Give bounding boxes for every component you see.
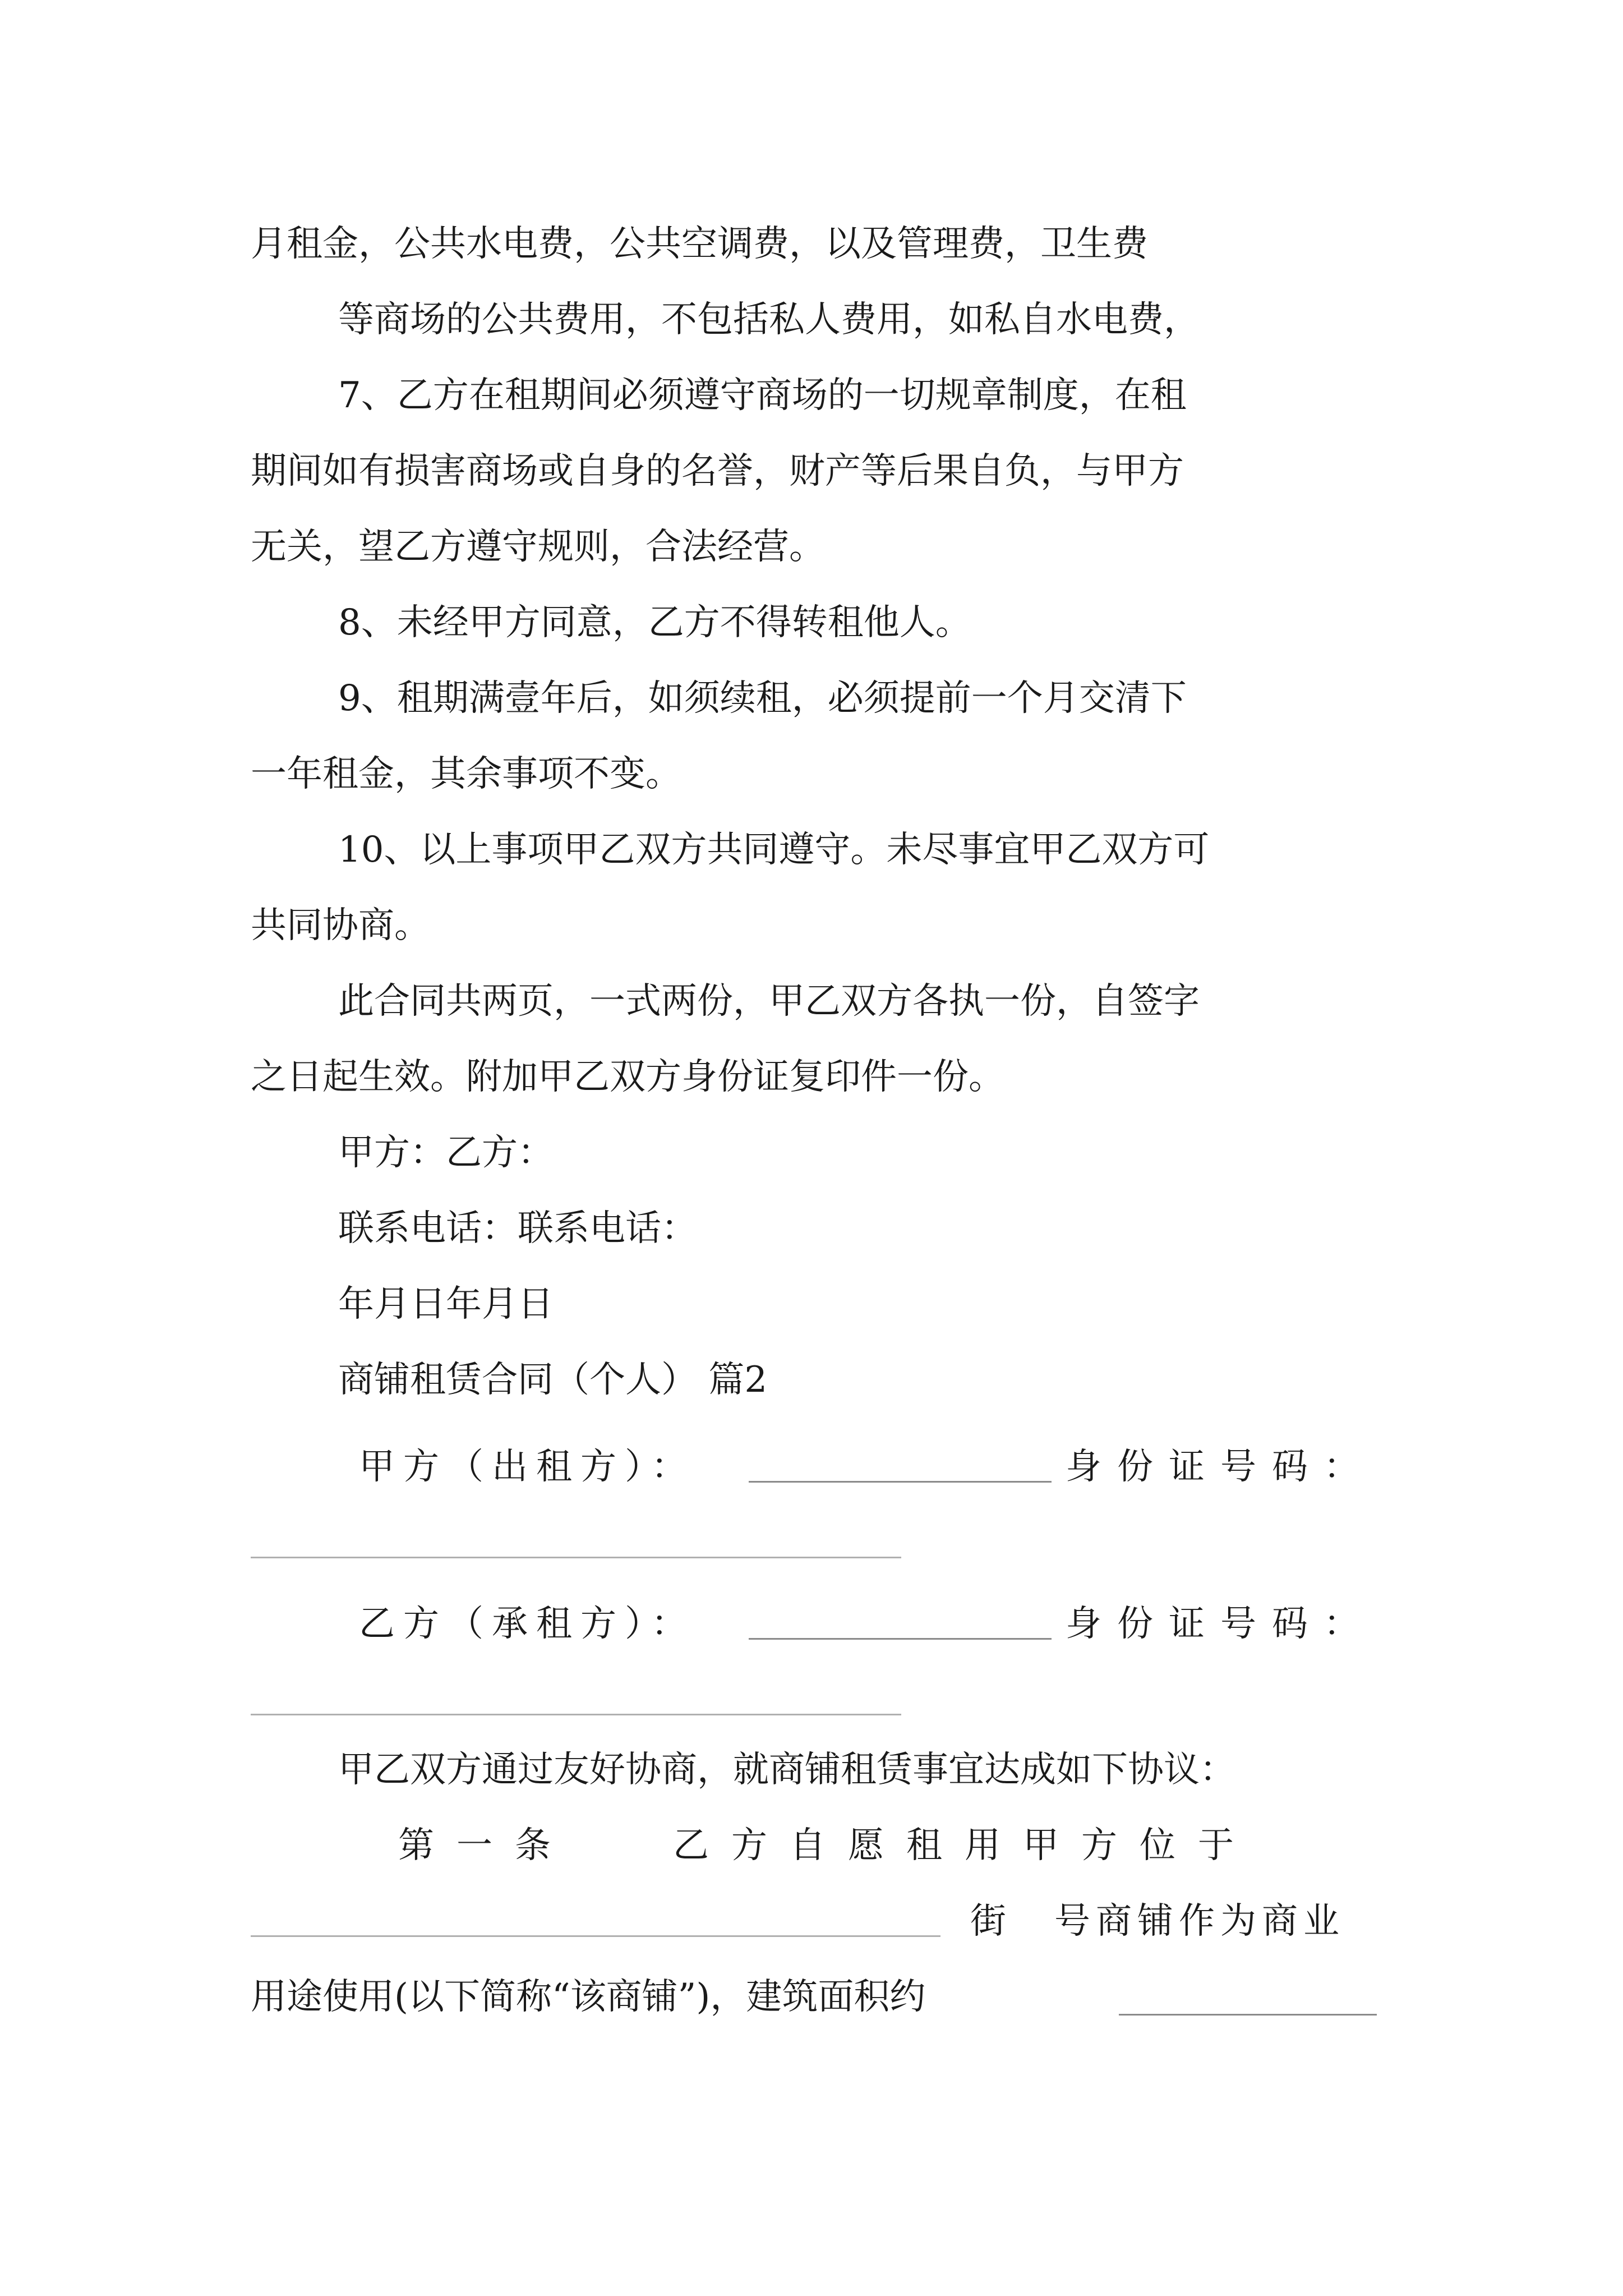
party-a-name-blank: [749, 1481, 1052, 1483]
agreement-intro: 甲乙双方通过友好协商，就商铺租赁事宜达成如下协议：: [338, 1749, 1235, 1791]
paragraph-line: 无关，望乙方遵守规则，合法经营。: [251, 526, 825, 568]
address-blank: [251, 1935, 940, 1937]
article-1-heading: 第一条: [398, 1825, 573, 1866]
party-b-id-label: 身份证号码：: [1066, 1603, 1375, 1645]
clause-10: 10、以上事项甲乙双方共同遵守。未尽事宜甲乙双方可: [338, 829, 1210, 871]
clause-7: 7、乙方在租期间必须遵守商场的一切规章制度，在租: [338, 375, 1187, 416]
party-b-label: 乙方（承租方）：: [359, 1603, 695, 1645]
paragraph-line: 月租金，公共水电费，公共空调费，以及管理费，卫生费: [251, 223, 1148, 265]
signature-phones: 联系电话：联系电话：: [338, 1208, 697, 1249]
section-heading: 商铺租赁合同（个人） 篇2: [338, 1359, 768, 1401]
clause-8: 8、未经甲方同意，乙方不得转租他人。: [338, 602, 971, 643]
article-1-text: 乙方自愿租用甲方位于: [673, 1825, 1256, 1866]
signature-dates: 年月日年月日: [338, 1283, 554, 1325]
party-a-id-blank: [251, 1557, 901, 1558]
area-blank: [1119, 2014, 1377, 2016]
paragraph-line: 等商场的公共费用，不包括私人费用，如私自水电费，: [338, 299, 1200, 341]
party-a-label: 甲方（出租方）：: [359, 1446, 695, 1488]
party-b-name-blank: [749, 1638, 1052, 1640]
signature-parties: 甲方：乙方：: [338, 1132, 554, 1174]
paragraph-line: 一年租金，其余事项不变。: [251, 753, 681, 795]
party-a-id-label: 身份证号码：: [1066, 1446, 1375, 1488]
paragraph-line: 之日起生效。附加甲乙双方身份证复印件一份。: [251, 1056, 1004, 1098]
paragraph-line: 期间如有损害商场或自身的名誉，财产等后果自负，与甲方: [251, 450, 1184, 492]
street-label: 街: [970, 1901, 1006, 1942]
article-1-purpose: 号商铺作为商业: [1054, 1901, 1345, 1942]
clause-9: 9、租期满壹年后，如须续租，必须提前一个月交清下: [338, 678, 1187, 719]
paragraph-line: 共同协商。: [251, 905, 430, 946]
article-1-last-line: 用途使用(以下简称“该商铺”)，建筑面积约: [251, 1976, 926, 2018]
contract-pages-note: 此合同共两页，一式两份，甲乙双方各执一份，自签字: [338, 981, 1200, 1022]
party-b-id-blank: [251, 1714, 901, 1715]
